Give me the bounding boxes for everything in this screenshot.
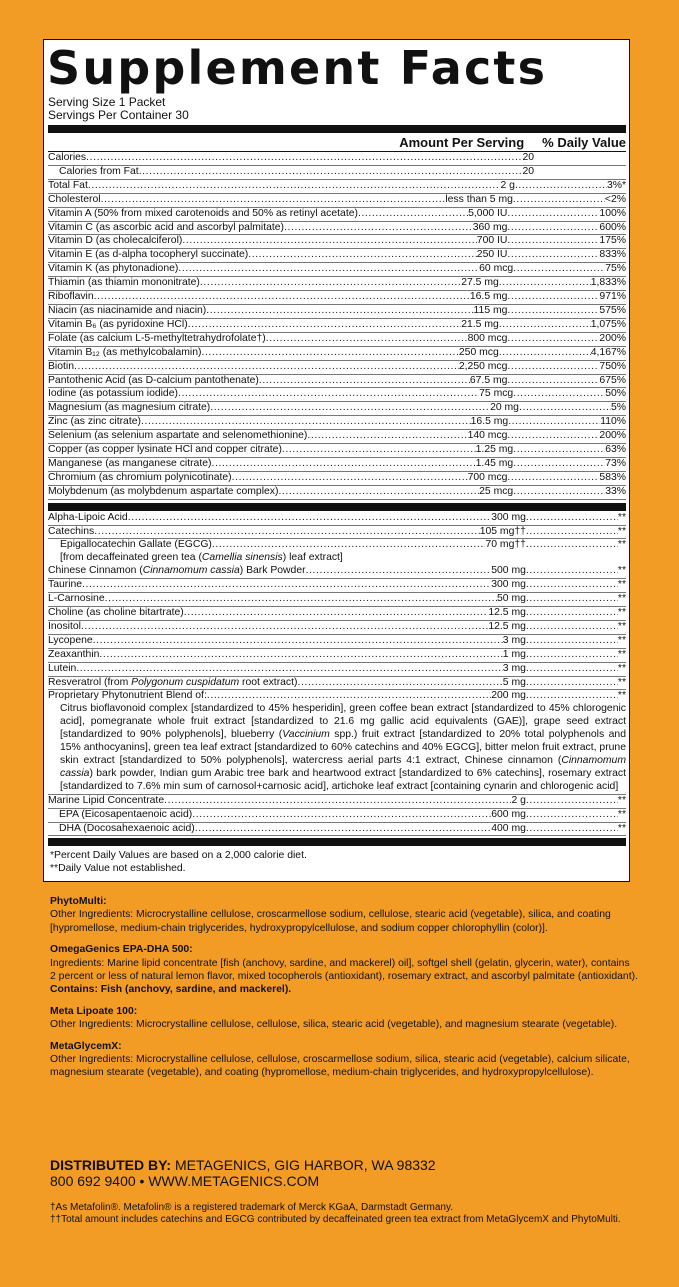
footnote: **Daily Value not established. — [50, 863, 186, 875]
table-row — [48, 663, 626, 677]
nutrient-dv: ** — [617, 822, 626, 834]
table-row — [48, 677, 626, 691]
nutrient-name: Iodine (as potassium iodide) — [48, 388, 178, 400]
serving-size: Serving Size 1 Packet — [48, 95, 166, 109]
table-row — [48, 472, 626, 486]
nutrient-name: Chromium (as chromium polynicotinate) — [48, 471, 232, 483]
nutrient-amount: 3 mg — [502, 634, 526, 646]
nutrient-amount: 300 mg — [491, 579, 526, 591]
nutrient-amount: 360 mg — [472, 221, 508, 233]
ingredients-text: Other Ingredients: Microcrystalline cellulose, cellulose, croscarmellose sodium, silica, stearic acid (vegetable), calcium silicate, magnesium stearate (vegetable), and coating (hypromellose, medium-chain triglycerides, and hydroxypropylcellulose). — [50, 1054, 630, 1079]
product-title: MetaGlycemX: — [50, 1040, 122, 1052]
nutrient-amount: 25 mcg — [479, 485, 514, 497]
nutrient-name: Choline (as choline bitartrate) — [48, 607, 184, 618]
nutrient-dv: 675% — [599, 374, 626, 386]
supplement-facts-panel — [43, 39, 630, 882]
nutrient-name: Vitamin C (as ascorbic acid and ascorbyl palmitate) — [48, 221, 285, 233]
nutrient-dv: ** — [617, 620, 626, 632]
nutrient-name: Vitamin B₁₂ (as methylcobalamin) — [48, 346, 202, 358]
note: ††Total amount includes catechins and EGCG contributed by decaffeinated green tea extract from MetaGlycemX and PhytoMulti. — [50, 1214, 621, 1226]
nutrient-dv: 75% — [605, 263, 626, 275]
nutrient-amount: 2 g — [500, 179, 515, 191]
nutrient-name: Manganese (as manganese citrate) — [48, 457, 212, 469]
nutrient-dv: 63% — [605, 444, 626, 456]
nutrient-list — [48, 152, 626, 500]
nutrient-name: Thiamin (as thiamin mononitrate) — [48, 277, 200, 289]
nutrient-name: Calories — [48, 152, 87, 163]
nutrient-dv: ** — [617, 634, 626, 646]
nutrient-name: Inositol — [48, 620, 81, 632]
nutrient-amount: 1 mg — [502, 648, 526, 660]
other-ingredient-list — [48, 512, 626, 540]
nutrient-name: Lutein — [48, 662, 77, 674]
nutrient-dv: ** — [617, 794, 626, 806]
other-ingredient-list — [48, 579, 626, 676]
nutrient-name: Lycopene — [48, 634, 93, 646]
nutrient-dv: 175% — [599, 235, 626, 247]
nutrient-dv: 73% — [605, 457, 626, 469]
product-title: PhytoMulti: — [50, 896, 107, 907]
servings-per-container: Servings Per Container 30 — [48, 108, 189, 122]
nutrient-amount: 12.5 mg — [488, 620, 526, 632]
nutrient-name: Folate (as calcium L-5-methyltetrahydrofolate†) — [48, 332, 266, 344]
distributor-name: METAGENICS, GIG HARBOR, WA 98332 — [171, 1157, 436, 1173]
table-row — [48, 512, 626, 526]
table-row — [48, 235, 626, 249]
amount-header: Amount Per Serving — [399, 135, 525, 150]
table-row — [48, 444, 626, 458]
nutrient-name: Zeaxanthin — [48, 648, 100, 660]
distributor-contact: 800 692 9400 • WWW.METAGENICS.COM — [50, 1173, 320, 1189]
nutrient-dv: 1,075% — [590, 318, 626, 330]
nutrient-amount: 20 — [522, 152, 534, 163]
table-row — [48, 249, 626, 263]
egcg-source: [from decaffeinated green tea (Camellia sinensis) leaf extract] — [60, 552, 343, 564]
table-row — [48, 319, 626, 333]
nutrient-dv: 33% — [605, 485, 626, 497]
table-row — [48, 795, 626, 809]
nutrient-name: L-Carnosine — [48, 593, 105, 605]
blend-description: Citrus bioflavonoid complex [standardized to 45% hesperidin], green coffee bean extract [standardized to 45% chlorogenic acid], pomegranate whole fruit extract [standardized to 21.6 mg gallic acid equivalents (GAE)], grape seed extract [standardized to 90% polyphenols], blueberry (Vaccinium spp.) fruit extract [standardized to 20% total polyphenols and 15% anthocyanins], green tea leaf extract [standardized to 60% catechins and 40% EGCG], bitter melon fruit extract, prune skin extract [standardized to 50% polyphenols], watercress aerial parts 4:1 extract, Chinese cinnamon (Cinnamomum cassia) bark powder, Indian gum Arabic tree bark and heartwood extract [standardized to 6% catechins], rosemary extract [standardized to 7.6% min sum of carnosol+carnosic acid], artichoke leaf extract [containing cynarin and chlorogenic acid] — [60, 703, 626, 792]
table-row — [48, 222, 626, 236]
nutrient-dv: 3%* — [606, 179, 626, 191]
nutrient-dv: ** — [617, 648, 626, 660]
nutrient-amount: 2 g — [511, 794, 526, 806]
nutrient-dv: 100% — [599, 207, 626, 219]
nutrient-dv: 971% — [599, 291, 626, 303]
nutrient-name: Copper (as copper lysinate HCl and copper citrate) — [48, 444, 282, 456]
nutrient-name: Riboflavin — [48, 291, 94, 303]
table-row — [48, 388, 626, 402]
nutrient-name: Vitamin E (as d-alpha tocopheryl succinate) — [48, 249, 249, 261]
nutrient-amount: 2,250 mcg — [458, 360, 508, 372]
nutrient-amount: 200 mg — [491, 690, 526, 702]
table-row — [48, 430, 626, 444]
column-header — [48, 134, 626, 152]
table-row — [48, 649, 626, 663]
nutrient-amount: 105 mg†† — [479, 525, 526, 537]
thick-divider — [48, 125, 626, 133]
table-row — [48, 347, 626, 361]
nutrient-name: Magnesium (as magnesium citrate) — [48, 402, 211, 414]
nutrient-amount: 16.5 mg — [469, 291, 508, 303]
note: †As Metafolin®. Metafolin® is a registered trademark of Merck KGaA, Darmstadt Germany. — [50, 1202, 454, 1213]
nutrient-amount: 300 mg — [491, 511, 526, 523]
nutrient-name: Biotin — [48, 360, 74, 372]
nutrient-name: Resveratrol (from Polygonum cuspidatum root extract) — [48, 676, 298, 688]
nutrient-dv: 200% — [599, 430, 626, 442]
nutrient-dv: <2% — [604, 193, 626, 205]
nutrient-name: Cholesterol — [48, 193, 101, 205]
nutrient-amount: 27.5 mg — [461, 277, 499, 289]
nutrient-dv: ** — [617, 565, 626, 577]
nutrient-amount: 1.25 mg — [475, 444, 514, 456]
nutrient-dv: 750% — [599, 360, 626, 372]
nutrient-amount: 1.45 mg — [475, 457, 514, 469]
table-row — [48, 579, 626, 593]
nutrient-dv: 575% — [599, 304, 626, 316]
product-title: OmegaGenics EPA-DHA 500: — [50, 944, 193, 956]
nutrient-name: Vitamin B₆ (as pyridoxine HCl) — [48, 318, 188, 330]
nutrient-amount: 5,000 IU — [468, 207, 508, 219]
table-row — [48, 361, 626, 375]
nutrient-name: Alpha-Lipoic Acid — [48, 511, 128, 523]
table-row — [48, 458, 626, 472]
table-row — [48, 277, 626, 291]
footnote: *Percent Daily Values are based on a 2,000 calorie diet. — [50, 850, 307, 862]
table-row — [48, 416, 626, 430]
table-row — [48, 208, 626, 222]
nutrient-name: Selenium (as selenium aspartate and selenomethionine) — [48, 430, 308, 442]
nutrient-amount: 250 mcg — [458, 346, 499, 358]
nutrient-amount: 500 mg — [491, 565, 526, 577]
table-row — [48, 263, 626, 277]
thick-divider — [48, 503, 626, 511]
nutrient-dv: ** — [617, 690, 626, 702]
nutrient-amount: 67.5 mg — [469, 374, 508, 386]
nutrient-dv: ** — [617, 607, 626, 618]
table-row — [48, 152, 626, 166]
marine-lipid-list — [48, 794, 626, 837]
nutrient-dv: ** — [617, 593, 626, 605]
distributor-label: DISTRIBUTED BY: — [50, 1157, 172, 1173]
nutrient-dv: 1,833% — [590, 277, 626, 289]
table-row — [48, 333, 626, 347]
nutrient-dv: ** — [617, 808, 626, 820]
nutrient-name: Proprietary Phytonutrient Blend of: — [48, 690, 207, 702]
panel-title: Supplement Facts — [47, 41, 548, 95]
nutrient-amount: 20 mg — [490, 402, 519, 414]
ingredients-text: Ingredients: Marine lipid concentrate [fish (anchovy, sardine, and mackerel) oil], softgel shell (gelatin, glycerin, water), contains 2 percent or less of natural lemon flavor, mixed tocopherols (antioxidant), rosemary extract, and ascorbyl palmitate (antioxidant). — [50, 957, 638, 983]
ingredients-text: Other Ingredients: Microcrystalline cellulose, cellulose, silica, stearic acid (vegetable), and magnesium stearate (vegetable). — [50, 1019, 618, 1031]
table-row — [48, 526, 626, 540]
nutrient-name: Catechins — [48, 525, 95, 537]
nutrient-amount: 16.5 mg — [470, 416, 509, 428]
nutrient-name: Total Fat — [48, 179, 88, 191]
allergen-statement: Contains: Fish (anchovy, sardine, and mackerel). — [50, 984, 292, 996]
ingredients-text: Other Ingredients: Microcrystalline cellulose, croscarmellose sodium, cellulose, stearic acid (vegetable), silica, and coating [hypromellose, medium-chain triglycerides, hydroxypropylcellulose, and sodium copper chlorophyllin (color)]. — [50, 909, 611, 934]
dv-header: % Daily Value — [542, 135, 626, 150]
nutrient-dv: 4,167% — [590, 346, 626, 358]
nutrient-amount: 700 mcg — [467, 471, 508, 483]
table-row — [48, 809, 626, 823]
nutrient-dv: ** — [617, 662, 626, 674]
table-row — [48, 607, 626, 621]
nutrient-name: Zinc (as zinc citrate) — [48, 416, 141, 428]
nutrient-dv: 833% — [599, 249, 626, 261]
table-row — [48, 593, 626, 607]
nutrient-amount: 75 mcg — [479, 388, 514, 400]
nutrient-name: EPA (Eicosapentaenoic acid) — [59, 808, 193, 820]
table-row — [48, 291, 626, 305]
nutrient-dv: ** — [617, 539, 626, 551]
nutrient-amount: 50 mg — [497, 593, 526, 605]
nutrient-name: Vitamin A (50% from mixed carotenoids and 50% as retinyl acetate) — [48, 207, 358, 219]
table-row — [48, 305, 626, 319]
table-row — [48, 402, 626, 416]
nutrient-amount: 600 mg — [491, 808, 526, 820]
nutrient-name: Molybdenum (as molybdenum aspartate complex) — [48, 485, 279, 497]
nutrient-dv: ** — [617, 676, 626, 688]
nutrient-name: Niacin (as niacinamide and niacin) — [48, 304, 207, 316]
table-row — [48, 180, 626, 194]
nutrient-name: Vitamin D (as cholecalciferol) — [48, 235, 183, 247]
nutrient-dv: ** — [617, 511, 626, 523]
nutrient-name: Taurine — [48, 579, 83, 591]
bottom-notes — [50, 1202, 640, 1227]
nutrient-amount: 400 mg — [491, 822, 526, 834]
nutrient-name: Vitamin K (as phytonadione) — [48, 263, 179, 275]
nutrient-name: Marine Lipid Concentrate — [48, 794, 165, 806]
nutrient-dv: 583% — [599, 471, 626, 483]
nutrient-amount: 70 mg†† — [485, 539, 526, 551]
nutrient-dv: ** — [617, 579, 626, 591]
nutrient-name: Pantothenic Acid (as D-calcium pantothenate) — [48, 374, 259, 386]
nutrient-name: Chinese Cinnamon (Cinnamomum cassia) Bark Powder — [48, 565, 306, 577]
distributor — [50, 1157, 436, 1189]
nutrient-amount: 21.5 mg — [461, 318, 499, 330]
table-row — [48, 486, 626, 500]
table-row — [48, 375, 626, 389]
nutrient-dv: ** — [617, 525, 626, 537]
nutrient-amount: 12.5 mg — [488, 607, 526, 618]
nutrient-amount: 800 mcg — [467, 332, 508, 344]
nutrient-dv: 200% — [599, 332, 626, 344]
nutrient-amount: 700 IU — [476, 235, 508, 247]
thick-divider — [48, 838, 626, 846]
nutrient-name: Epigallocatechin Gallate (EGCG) — [60, 539, 212, 551]
nutrient-dv: 600% — [599, 221, 626, 233]
nutrient-dv: 50% — [605, 388, 626, 400]
table-row — [48, 194, 626, 208]
table-row — [48, 635, 626, 649]
table-row — [48, 621, 626, 635]
table-row — [48, 166, 626, 180]
nutrient-name: DHA (Docosahexaenoic acid) — [59, 822, 195, 834]
nutrient-amount: 5 mg — [502, 676, 526, 688]
table-row — [48, 690, 626, 703]
nutrient-amount: 250 IU — [476, 249, 508, 261]
nutrient-amount: 115 mg — [473, 304, 508, 316]
nutrient-name: Calories from Fat — [59, 165, 139, 177]
table-row — [48, 823, 626, 837]
table-row — [48, 539, 626, 552]
nutrient-dv: 110% — [600, 416, 626, 428]
nutrient-amount: 60 mcg — [479, 263, 514, 275]
nutrient-amount: less than 5 mg — [445, 193, 513, 205]
nutrient-amount: 3 mg — [502, 662, 526, 674]
nutrient-dv: 5% — [610, 402, 626, 414]
nutrient-amount: 20 — [522, 165, 534, 177]
product-title: Meta Lipoate 100: — [50, 1005, 138, 1017]
table-row — [48, 565, 626, 579]
nutrient-amount: 140 mcg — [467, 430, 508, 442]
ingredients-section — [50, 895, 638, 1088]
